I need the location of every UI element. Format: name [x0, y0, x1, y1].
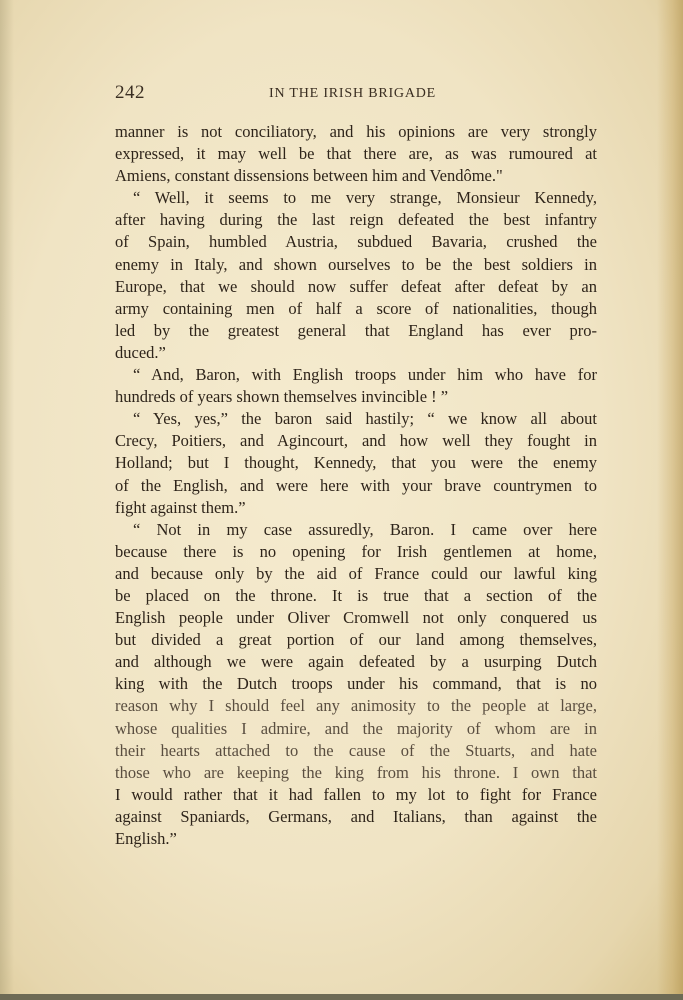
text-line: English.” — [115, 829, 177, 848]
page-bottom-edge — [0, 994, 683, 1000]
text-line: be placed on the throne. It is true that a section of the — [115, 585, 597, 605]
text-line: Europe, that we should now suffer defeat after defeat by an — [115, 276, 597, 296]
text-line: those who are keeping the king from his throne. I own that — [115, 762, 597, 782]
text-line: “ Yes, yes,” the baron said hastily; “ we know all about — [133, 409, 597, 429]
text-line: but divided a great portion of our land among themselves, — [115, 630, 597, 650]
text-line: reason why I should feel any animosity to the people at large, — [115, 696, 597, 716]
page-number: 242 — [115, 82, 145, 103]
text-line: expressed, it may well be that there are, as was rumoured at — [115, 144, 597, 164]
text-line: after having during the last reign defeated the best infantry — [115, 210, 597, 230]
text-line: of Spain, humbled Austria, subdued Bavaria, crushed the — [115, 232, 597, 252]
text-line: Holland; but I thought, Kennedy, that you were the enemy — [115, 453, 597, 473]
text-line: king with the Dutch troops under his command, that is no — [115, 674, 597, 694]
text-line: fight against them.” — [115, 497, 246, 517]
text-line: “ Well, it seems to me very strange, Monsieur Kennedy, — [133, 188, 597, 208]
text-line: “ And, Baron, with English troops under him who have for — [133, 365, 597, 385]
page-left-edge-shadow — [0, 0, 14, 1000]
page-right-edge-shadow — [657, 0, 683, 1000]
text-line: their hearts attached to the cause of the Stuarts, and hate — [115, 740, 597, 760]
text-line: because there is no opening for Irish gentlemen at home, — [115, 541, 597, 561]
text-line: Crecy, Poitiers, and Agincourt, and how well they fought in — [115, 431, 597, 451]
text-line: army containing men of half a score of nationalities, though — [115, 298, 597, 318]
text-line: and because only by the aid of France could our lawful king — [115, 563, 597, 583]
text-line: Amiens, constant dissensions between him and Vendôme." — [115, 166, 503, 186]
text-line: manner is not conciliatory, and his opinions are very strongly — [115, 122, 597, 141]
text-line: English people under Oliver Cromwell not only conquered us — [115, 608, 597, 628]
body-text — [115, 121, 597, 850]
text-line: led by the greatest general that England has ever pro- — [115, 320, 597, 340]
text-line: duced.” — [115, 342, 166, 362]
text-line: of the English, and were here with your brave countrymen to — [115, 475, 597, 495]
text-line: I would rather that it had fallen to my lot to fight for France — [115, 784, 597, 804]
running-head — [115, 82, 597, 106]
running-title: IN THE IRISH BRIGADE — [269, 86, 437, 101]
text-line: whose qualities I admire, and the majority of whom are in — [115, 718, 597, 738]
text-line: hundreds of years shown themselves invincible ! ” — [115, 387, 449, 407]
text-line: “ Not in my case assuredly, Baron. I came over here — [133, 519, 597, 539]
text-line: and although we were again defeated by a usurping Dutch — [115, 652, 597, 672]
text-line: against Spaniards, Germans, and Italians, than against the — [115, 806, 597, 826]
text-line: enemy in Italy, and shown ourselves to be the best soldiers in — [115, 254, 597, 274]
